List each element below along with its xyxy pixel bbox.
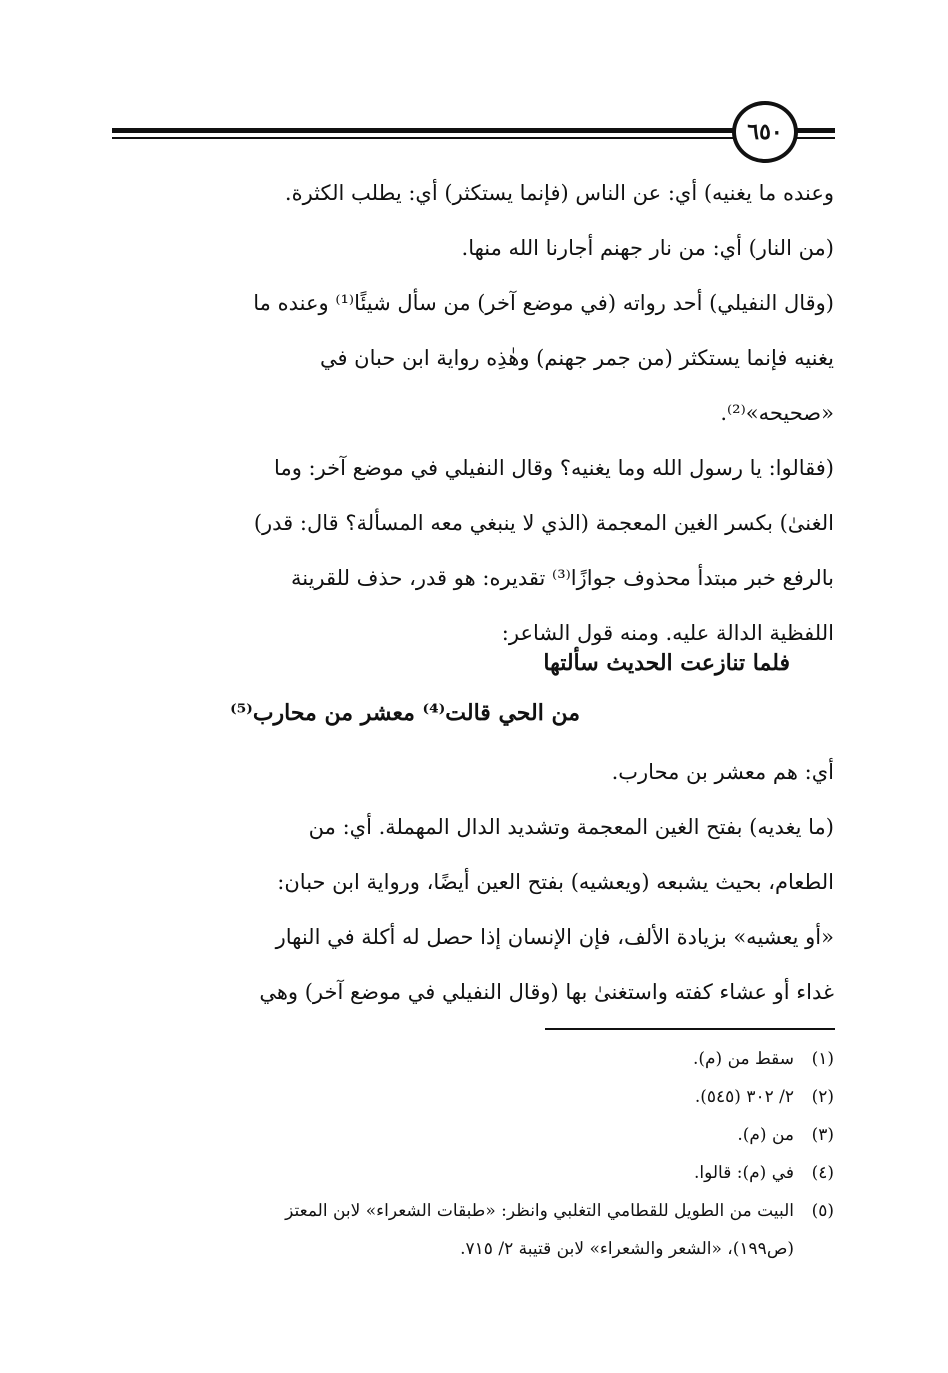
header-rule-thin (112, 137, 737, 139)
text-line: اللفظية الدالة عليه. ومنه قول الشاعر: (501, 621, 834, 645)
header-rule-right-thin (795, 137, 835, 139)
text-line: وعنده ما يغنيه) أي: عن الناس (فإنما يستكثر) أي: يطلب الكثرة. (284, 181, 834, 205)
text-line: (وقال النفيلي) أحد رواته (في موضع آخر) من سأل شيئًا⁽¹⁾ وعنده ما (253, 291, 834, 315)
text-line: (ما يغديه) بفتح الغين المعجمة وتشديد الدال المهملة. أي: من (308, 815, 834, 839)
main-text-block (112, 166, 834, 661)
footnote (112, 1078, 834, 1116)
text-line: الغنىٰ) بكسر الغين المعجمة (الذي لا ينبغي معه المسألة؟ قال: قدر) (253, 511, 834, 535)
text-line: الطعام، بحيث يشبعه (ويعشيه) بفتح العين أيضًا، ورواية ابن حبان: (277, 870, 834, 894)
main-text-block-2 (112, 745, 834, 1020)
footnote-number: (٥) (811, 1201, 834, 1221)
footnote-continuation: (ص١٩٩)، «الشعر والشعراء» لابن قتيبة ٢/ ٧١٥. (460, 1239, 794, 1259)
text-line: (فقالوا: يا رسول الله وما يغنيه؟ وقال النفيلي في موضع آخر: وما (274, 456, 834, 480)
header-rule-thick (112, 128, 737, 133)
footnote-number: (١) (811, 1049, 834, 1069)
footnote (112, 1192, 834, 1230)
header-rule-right-thick (795, 128, 835, 133)
footnote (112, 1154, 834, 1192)
text-line: (من النار) أي: من نار جهنم أجارنا الله منها. (461, 236, 834, 260)
footnote-number: (٣) (811, 1125, 834, 1145)
footnote-text: ٢/ ٣٠٢ (٥٤٥). (694, 1087, 794, 1107)
text-line: بالرفع خبر مبتدأ محذوف جوازًا⁽³⁾ تقديره: هو قدر، حذف للقرينة (290, 566, 834, 590)
text-line: «صحيحه»⁽²⁾. (720, 401, 834, 425)
footnote-number: (٢) (811, 1087, 834, 1107)
text-line: «أو يعشيه» بزيادة الألف، فإن الإنسان إذا حصل له أكلة في النهار (275, 925, 834, 949)
footnotes (112, 1040, 834, 1268)
footnote (112, 1040, 834, 1078)
footnote-text: البيت من الطويل للقطامي التغلبي وانظر: «طبقات الشعراء» لابن المعتز (285, 1201, 794, 1221)
text-line: يغنيه فإنما يستكثر (من جمر جهنم) وهٰذِه رواية ابن حبان في (319, 346, 834, 370)
footnote-text: من (م). (737, 1125, 794, 1145)
footnote (112, 1116, 834, 1154)
footnote-text: سقط من (م). (692, 1049, 794, 1069)
footnote-number: (٤) (811, 1163, 834, 1183)
footnote-text: في (م): قالوا. (693, 1163, 794, 1183)
verse-line-1: فلما تنازعت الحديث سألتها (543, 650, 790, 676)
text-line: أي: هم معشر بن محارب. (611, 760, 834, 784)
verse-line-2: من الحي قالت⁽⁴⁾ معشر من محارب⁽⁵⁾ (230, 700, 580, 726)
page-number: ٦٥٠ (732, 101, 798, 163)
footnote-divider (545, 1028, 835, 1030)
text-line: غداء أو عشاء كفته واستغنىٰ بها (وقال النفيلي في موضع آخر) وهي (259, 980, 834, 1004)
